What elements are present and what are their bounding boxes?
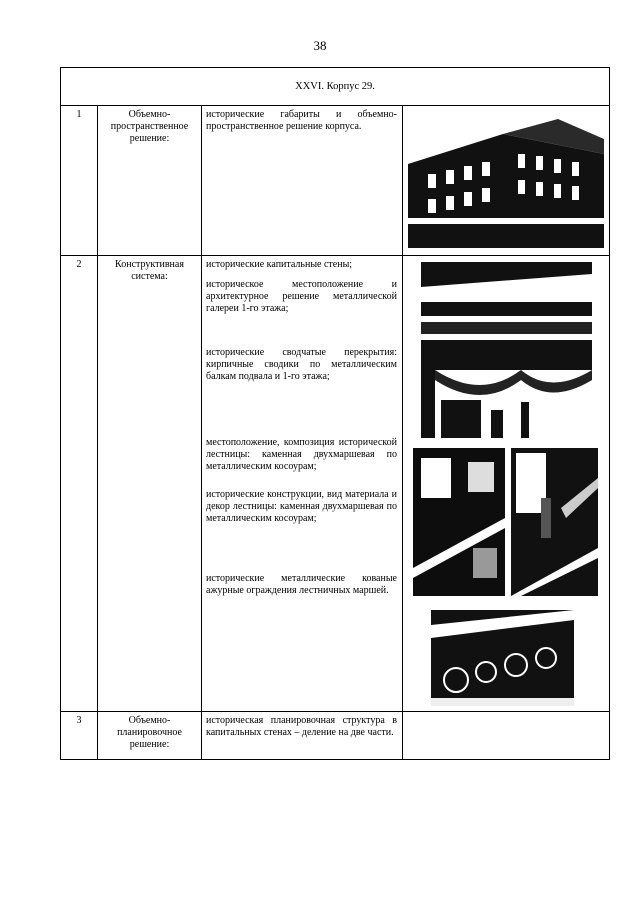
section-header-row bbox=[61, 68, 610, 106]
table-row bbox=[61, 712, 610, 760]
staircase-photo-right bbox=[511, 448, 598, 596]
description-item: исторические габариты и объемно-пространственное решение корпуса. bbox=[206, 109, 397, 132]
row-number: 2 bbox=[61, 256, 98, 712]
staircase-photo-left bbox=[413, 448, 505, 596]
description-item: историческое местоположение и архитектурное решение металлической галереи 1-го этажа; bbox=[206, 279, 397, 314]
row-aspect: Объемно-пространственное решение: bbox=[98, 106, 202, 256]
table-row bbox=[61, 106, 610, 256]
vaulted-ceiling-photo bbox=[421, 340, 592, 438]
railing-photo bbox=[431, 610, 574, 706]
description-item: исторические металлические кованые ажурные ограждения лестничных маршей. bbox=[206, 573, 397, 596]
table-row bbox=[61, 256, 610, 712]
section-title: XXVI. Корпус 29. bbox=[61, 68, 610, 106]
building-facade-photo bbox=[408, 114, 604, 248]
gallery-photo bbox=[421, 262, 592, 334]
page-number: 38 bbox=[313, 38, 327, 53]
row-description bbox=[202, 712, 403, 760]
photo-cell bbox=[403, 256, 610, 712]
row-description bbox=[202, 256, 403, 712]
photo-cell bbox=[403, 712, 610, 760]
description-item: историческая планировочная структура в капитальных стенах – деление на две части. bbox=[206, 715, 397, 738]
photo-cell bbox=[403, 106, 610, 256]
row-description bbox=[202, 106, 403, 256]
row-number: 1 bbox=[61, 106, 98, 256]
row-number: 3 bbox=[61, 712, 98, 760]
description-item: исторические конструкции, вид материала и декор лестницы: каменная двухмаршевая по металлическим косоурам; bbox=[206, 489, 397, 524]
protection-subject-table bbox=[60, 67, 610, 760]
row-aspect: Объемно-планировочное решение: bbox=[98, 712, 202, 760]
description-item: исторические сводчатые перекрытия: кирпичные сводики по металлическим балкам подвала и 1-го этажа; bbox=[206, 347, 397, 382]
description-item: местоположение, композиция исторической лестницы: каменная двухмаршевая по металлическим косоурам; bbox=[206, 437, 397, 472]
row-aspect: Конструктивная система: bbox=[98, 256, 202, 712]
description-item: исторические капитальные стены; bbox=[206, 259, 353, 270]
